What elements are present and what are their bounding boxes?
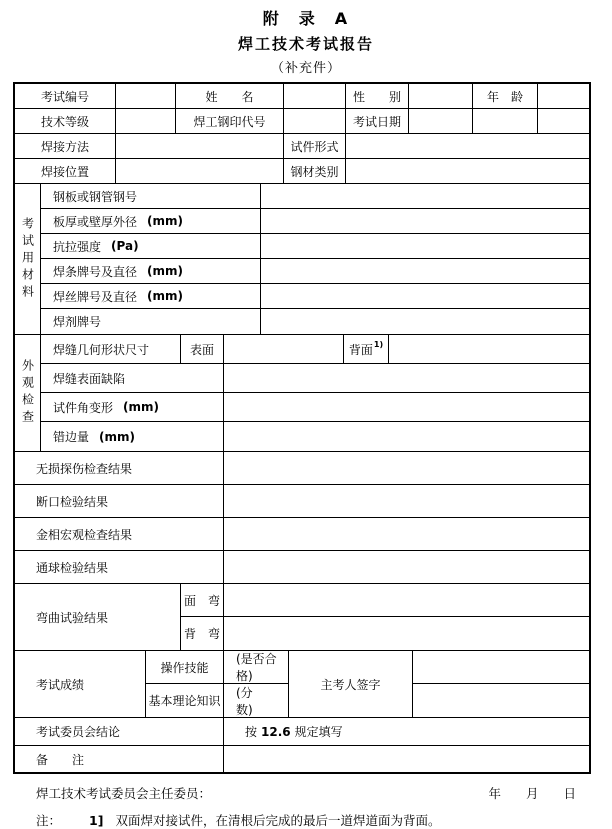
label-age: 年 龄	[473, 84, 538, 108]
field-flux	[261, 309, 589, 334]
note-line	[36, 811, 588, 829]
field-front-face	[224, 335, 344, 363]
row-back-bend	[181, 617, 589, 650]
field-tech-grade	[116, 109, 176, 133]
label-bend-test: 弯曲试验结果	[15, 584, 181, 650]
row-weld-position	[15, 159, 589, 184]
field-electrode	[261, 259, 589, 283]
clause-ref: 12.6	[261, 724, 291, 739]
field-exam-date-day	[538, 109, 589, 133]
label-examiner-signature: 主考人签字	[289, 651, 413, 717]
section-exam-materials	[15, 184, 589, 335]
row-angular-distortion	[41, 393, 589, 422]
label-theory-knowledge: 基本理论知识	[146, 684, 224, 717]
row-remarks	[15, 746, 589, 772]
field-back-face	[389, 335, 589, 363]
field-angular-distortion	[224, 393, 589, 421]
label-back-bend: 背 弯	[181, 617, 224, 650]
unit-mm: (mm)	[147, 264, 183, 278]
label-ndt-result: 无损探伤检查结果	[15, 452, 224, 484]
field-misalignment	[224, 422, 589, 451]
note-text-1: 双面焊对接试件，在清根后完成的最后一道焊道面为背面。	[115, 813, 441, 828]
row-identity	[15, 84, 589, 109]
field-exam-number	[116, 84, 176, 108]
group-label-exam-materials: 考试用材料	[15, 184, 41, 334]
field-wire	[261, 284, 589, 308]
row-theory-knowledge	[146, 684, 288, 717]
field-examiner-signature-1	[413, 651, 589, 683]
row-grade-date	[15, 109, 589, 134]
field-exam-date-month	[473, 109, 538, 133]
chairman-line	[36, 784, 588, 802]
row-wire	[41, 284, 589, 309]
row-signature-2	[413, 684, 589, 717]
label-operating-skill: 操作技能	[146, 651, 224, 683]
row-weld-geometry	[41, 335, 589, 364]
exam-report-form-table	[13, 82, 591, 774]
label-steel-grade: 钢板或钢管钢号	[41, 184, 261, 208]
label-exam-date: 考试日期	[346, 109, 409, 133]
field-steel-category	[346, 159, 589, 183]
field-fracture-result	[224, 485, 589, 517]
field-name	[284, 84, 346, 108]
row-ndt-result	[15, 452, 589, 485]
label-pass-fail: (是否合格)	[236, 652, 277, 683]
label-surface-defects: 焊缝表面缺陷	[41, 364, 224, 392]
label-chairman: 焊工技术考试委员会主任委员：	[36, 786, 212, 801]
field-stamp-code	[284, 109, 346, 133]
field-thickness	[261, 209, 589, 233]
field-exam-date-year	[409, 109, 473, 133]
page-subtitle: （补充件）	[270, 61, 341, 76]
row-steel-grade	[41, 184, 589, 209]
page-title: 焊工技术考试报告	[237, 35, 374, 53]
label-face-bend: 面 弯	[181, 584, 224, 616]
label-stamp-code: 焊工钢印代号	[176, 109, 284, 133]
label-committee-conclusion: 考试委员会结论	[15, 718, 224, 745]
footnote-ref-1: 1)	[373, 339, 384, 349]
unit-mm: (mm)	[123, 400, 159, 414]
field-surface-defects	[224, 364, 589, 392]
label-date-blanks: 年 月 日	[488, 786, 576, 801]
footer	[36, 784, 588, 829]
label-remarks: 备 注	[15, 746, 224, 772]
row-electrode	[41, 259, 589, 284]
field-gender	[409, 84, 473, 108]
label-note: 注：	[36, 813, 62, 828]
field-back-bend	[224, 617, 589, 650]
label-thickness: 板厚或壁厚外径 (mm)	[41, 209, 261, 233]
field-age	[538, 84, 589, 108]
label-ball-test-result: 通球检验结果	[15, 551, 224, 583]
field-tensile-strength	[261, 234, 589, 258]
row-face-bend	[181, 584, 589, 617]
label-score-points: (分 数)	[236, 685, 277, 717]
field-face-bend	[224, 584, 589, 616]
row-ball-test-result	[15, 551, 589, 584]
label-exam-number: 考试编号	[15, 84, 116, 108]
row-fracture-result	[15, 485, 589, 518]
group-label-visual-inspection: 外观检查	[15, 335, 41, 451]
note-marker-1: 1]	[89, 813, 104, 828]
field-weld-position	[116, 159, 284, 183]
label-front-face: 表面	[181, 335, 224, 363]
label-name: 姓 名	[176, 84, 284, 108]
row-flux	[41, 309, 589, 334]
field-ndt-result	[224, 452, 589, 484]
label-weld-method: 焊接方法	[15, 134, 116, 158]
examiner-signature-fields	[413, 651, 589, 717]
label-tech-grade: 技术等级	[15, 109, 116, 133]
field-specimen-form	[346, 134, 589, 158]
label-specimen-form: 试件形式	[284, 134, 346, 158]
row-misalignment	[41, 422, 589, 451]
label-exam-score: 考试成绩	[15, 651, 146, 717]
label-fracture-result: 断口检验结果	[15, 485, 224, 517]
label-weld-geometry: 焊缝几何形状尺寸	[41, 335, 181, 363]
label-macro-result: 金相宏观检查结果	[15, 518, 224, 550]
section-exam-score	[15, 651, 589, 718]
title-block	[0, 6, 612, 76]
row-signature-1	[413, 651, 589, 684]
label-weld-position: 焊接位置	[15, 159, 116, 183]
label-angular-distortion: 试件角变形 (mm)	[41, 393, 224, 421]
label-back-face: 背面 1)	[344, 335, 389, 363]
row-weld-method	[15, 134, 589, 159]
unit-mm: (mm)	[99, 429, 135, 444]
section-visual-inspection	[15, 335, 589, 452]
label-electrode: 焊条牌号及直径 (mm)	[41, 259, 261, 283]
row-surface-defects	[41, 364, 589, 393]
field-examiner-signature-2	[413, 684, 589, 717]
row-thickness	[41, 209, 589, 234]
unit-pa: (Pa)	[111, 239, 139, 253]
unit-mm: (mm)	[147, 289, 183, 303]
label-flux: 焊剂牌号	[41, 309, 261, 334]
field-remarks	[224, 746, 589, 772]
section-bend-test	[15, 584, 589, 651]
label-gender: 性 别	[346, 84, 409, 108]
unit-mm: (mm)	[147, 214, 183, 228]
field-steel-grade	[261, 184, 589, 208]
label-misalignment: 错边量 (mm)	[41, 422, 224, 451]
appendix-title: 附 录 A	[262, 9, 350, 28]
label-wire: 焊丝牌号及直径 (mm)	[41, 284, 261, 308]
label-steel-category: 钢材类别	[284, 159, 346, 183]
field-committee-conclusion: 按 12.6 规定填写	[245, 724, 343, 739]
row-committee-conclusion	[15, 718, 589, 746]
score-subjects-column	[146, 651, 289, 717]
field-ball-test-result	[224, 551, 589, 583]
row-operating-skill	[146, 651, 288, 684]
field-weld-method	[116, 134, 284, 158]
field-macro-result	[224, 518, 589, 550]
row-tensile-strength	[41, 234, 589, 259]
label-tensile-strength: 抗拉强度 (Pa)	[41, 234, 261, 258]
row-macro-result	[15, 518, 589, 551]
